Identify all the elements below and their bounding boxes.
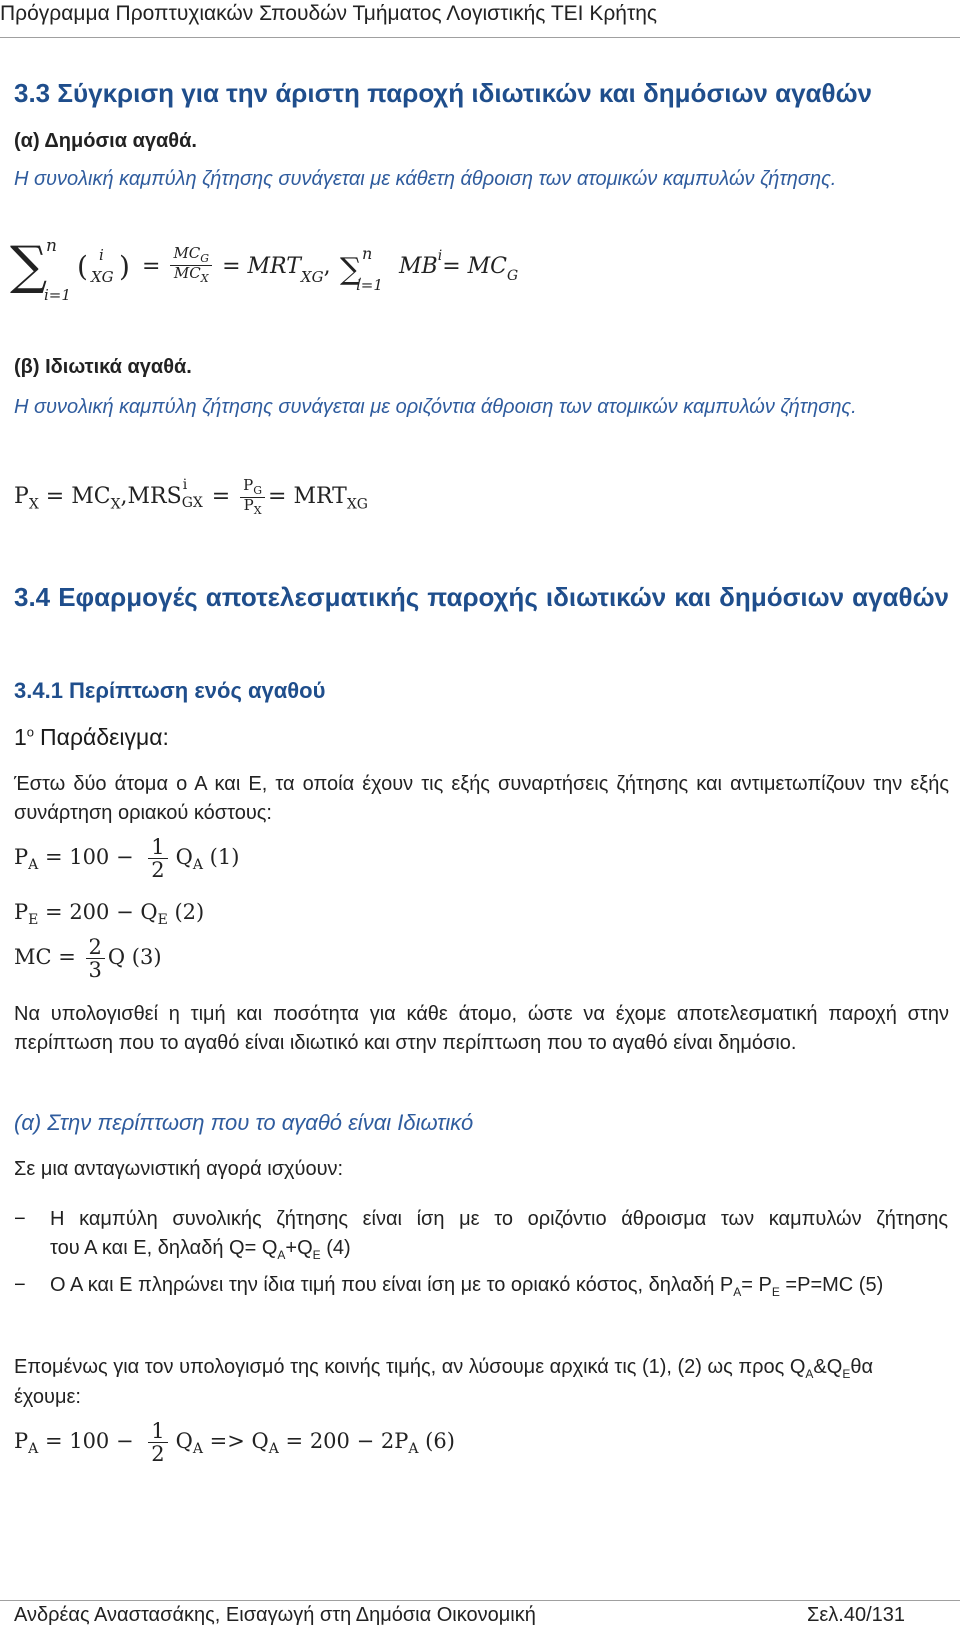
header-divider	[0, 37, 960, 38]
therefore-sub-e: E	[842, 1367, 851, 1381]
public-goods-text: Η συνολική καμπύλη ζήτησης συνάγεται με κάθετη άθροιση των ατομικών καμπυλών ζήτησης.	[14, 168, 837, 190]
equals-sign: =	[211, 484, 231, 510]
task-statement: Να υπολογισθεί η τιμή και ποσότητα για κάθε άτομο, ώστε να έχομε αποτελεσματική παροχή στην περίπτωση που το αγαθό είναι ιδιωτικό και στην περίπτωση που το αγαθό είναι δημόσιο.	[14, 1003, 949, 1054]
private-goods-label: (β) Ιδιωτικά αγαθά.	[14, 356, 192, 378]
fraction-numerator: MC	[173, 244, 201, 262]
footer-author: Ανδρέας Αναστασάκης, Εισαγωγή στη Δημόσια Οικονομική	[14, 1604, 536, 1626]
market-statement: Σε μια ανταγωνιστική αγορά ισχύουν:	[14, 1158, 344, 1180]
public-goods-label: (α) Δημόσια αγαθά.	[14, 130, 197, 152]
implies-term: => Q	[202, 1429, 269, 1454]
px-subscript: X	[28, 496, 39, 513]
mb-term: MB	[399, 254, 438, 279]
qa-subscript: A	[192, 857, 203, 874]
pa-subscript-2: A	[408, 1441, 419, 1458]
equation-public-goods	[10, 236, 331, 316]
fraction-denominator: MC	[173, 263, 201, 282]
paren-superscript: i	[99, 246, 104, 264]
running-header: Πρόγραμμα Προπτυχιακών Σπουδών Τμήματος Λογιστικής ΤΕΙ Κρήτης	[0, 2, 658, 25]
therefore-sub-a: A	[805, 1367, 814, 1381]
mrt-subscript: XG	[346, 496, 368, 513]
equation-inverse-demand	[14, 1420, 455, 1465]
fraction-two-thirds	[86, 936, 105, 981]
qe-subscript: E	[157, 912, 168, 929]
bullet-dash: −	[14, 1274, 26, 1296]
bullet2-tag: =P=MC (5)	[779, 1274, 884, 1296]
mc-term: = MC	[442, 254, 507, 279]
sum-upper: n	[46, 236, 57, 256]
footer-page-number: Σελ.40/131	[806, 1604, 905, 1626]
sum-upper: n	[362, 244, 373, 263]
pe-term: P	[14, 900, 29, 924]
mrt-term: = MRT	[268, 484, 347, 510]
pa-subscript: A	[28, 857, 39, 874]
fraction-numerator: 2	[86, 936, 105, 959]
private-goods-text: Η συνολική καμπύλη ζήτησης συνάγεται με οριζόντια άθροιση των ατομικών καμπυλών ζήτησης.	[14, 396, 857, 418]
paren-open: (	[77, 250, 88, 283]
therefore-line1	[14, 1356, 873, 1381]
fraction-denominator: 2	[151, 858, 165, 883]
mrs-subscript: GX	[181, 495, 203, 512]
footer-divider	[0, 1600, 960, 1601]
example-number: 1	[14, 724, 27, 750]
therefore-line2: έχουμε:	[14, 1386, 81, 1408]
equals-sign: =	[142, 254, 161, 279]
bullet2-sub-a: A	[733, 1285, 742, 1299]
fraction-mc	[170, 246, 212, 284]
sigma-symbol: ∑	[10, 236, 48, 296]
equation-marginal-cost	[14, 936, 162, 981]
equation-marginal-benefit	[340, 244, 519, 308]
mrs-superscript: i	[182, 477, 188, 494]
example-intro: Έστω δύο άτομα ο Α και Ε, τα οποία έχουν τις εξής συναρτήσεις ζήτησης και αντιμετωπίζουν την εξής συνάρτηση οριακού κόστους:	[14, 773, 949, 824]
sum-lower: i=1	[44, 286, 71, 304]
fraction-half	[148, 1420, 167, 1465]
mb-superscript: i	[437, 248, 443, 264]
constant-term: = 200 − Q	[38, 900, 158, 924]
paren-close: )	[119, 250, 130, 283]
bullet2-mid: = P	[741, 1274, 772, 1296]
fraction-half	[148, 836, 167, 881]
mrt-subscript: XG	[300, 268, 324, 286]
sigma-symbol-small: ∑	[340, 252, 362, 287]
constant-term: = 100 −	[38, 1429, 134, 1454]
px-term: P	[14, 484, 29, 510]
q-term: Q (3)	[107, 945, 162, 970]
bullet1-plus: +Q	[285, 1237, 313, 1259]
mcx-term: = MC	[38, 484, 111, 510]
bullet2-sub-e: E	[771, 1285, 780, 1299]
fraction-prices	[240, 478, 265, 516]
equation-demand-a	[14, 836, 239, 881]
denominator-subscript: X	[200, 271, 209, 285]
fraction-denominator: P	[243, 495, 254, 514]
pe-subscript: E	[28, 912, 39, 929]
qa-term: Q	[175, 845, 193, 870]
rhs-term: = 200 − 2P	[278, 1429, 409, 1454]
bullet1-sub-a: A	[277, 1248, 286, 1262]
therefore-text: Επομένως για τον υπολογισμό της κοινής τιμής, αν λύσουμε αρχικά τις (1), (2) ως προς Q	[14, 1356, 806, 1378]
pa-term: P	[14, 845, 29, 870]
qa-subscript-2: A	[268, 1441, 279, 1458]
mc-term: MC =	[14, 945, 76, 970]
bullet2-line	[50, 1274, 883, 1299]
example-sup: ο	[26, 724, 35, 740]
mcx-subscript: X	[110, 496, 121, 513]
fraction-denominator: 3	[88, 958, 102, 983]
paren-subscript: XG	[91, 268, 114, 286]
bullet1-tag: (4)	[320, 1237, 351, 1259]
numerator-subscript: G	[253, 484, 263, 497]
section-heading-3-4: 3.4 Εφαρμογές αποτελεσματικής παροχής ιδιωτικών και δημόσιων αγαθών	[14, 582, 949, 612]
equation-tag: (1)	[202, 845, 240, 870]
bullet2-text: Ο Α και Ε πληρώνει την ίδια τιμή που είναι ίση με το οριακό κόστος, δηλαδή P	[50, 1274, 734, 1296]
equation-private-goods	[14, 478, 368, 516]
section-heading-3-3: 3.3 Σύγκριση για την άριστη παροχή ιδιωτικών και δημόσιων αγαθών	[14, 78, 872, 108]
denominator-subscript: X	[253, 503, 262, 517]
qa-term: Q	[175, 1429, 193, 1454]
pa-subscript: A	[28, 1441, 39, 1458]
bullet1-sub-e: E	[312, 1248, 321, 1262]
example-title: Παράδειγμα:	[40, 724, 169, 750]
equation-tag: (2)	[167, 900, 205, 924]
fraction-numerator: 1	[148, 836, 167, 859]
fraction-numerator: 1	[148, 1420, 167, 1443]
equation-demand-e	[14, 900, 204, 928]
therefore-amp: &Q	[813, 1356, 843, 1378]
bullet1-line2	[50, 1237, 351, 1262]
bullet1-line1: Η καμπύλη συνολικής ζήτησης είναι ίση με το οριζόντιο άθροισμα των καμπυλών ζήτησης	[50, 1208, 948, 1230]
mc-subscript: G	[506, 268, 519, 284]
fraction-denominator: 2	[151, 1442, 165, 1467]
case-private-heading: (α) Στην περίπτωση που το αγαθό είναι Ιδιωτικό	[14, 1110, 474, 1135]
subsection-heading-3-4-1: 3.4.1 Περίπτωση ενός αγαθού	[14, 678, 326, 703]
sum-lower: i=1	[356, 276, 383, 294]
example-label	[14, 724, 169, 751]
comma: ,	[323, 254, 331, 279]
mrs-term: ,MRS	[120, 484, 182, 510]
numerator-subscript: G	[200, 252, 210, 265]
bullet-dash: −	[14, 1208, 26, 1230]
fraction-numerator: P	[243, 476, 254, 494]
pa-term: P	[14, 1429, 29, 1454]
equation-tag: (6)	[418, 1429, 455, 1454]
mrt-term: = MRT	[222, 254, 301, 279]
bullet1-text: του Α και Ε, δηλαδή Q= Q	[50, 1237, 278, 1259]
therefore-tail: θα	[850, 1356, 874, 1378]
qa-subscript: A	[192, 1441, 203, 1458]
constant-term: = 100 −	[38, 845, 134, 870]
